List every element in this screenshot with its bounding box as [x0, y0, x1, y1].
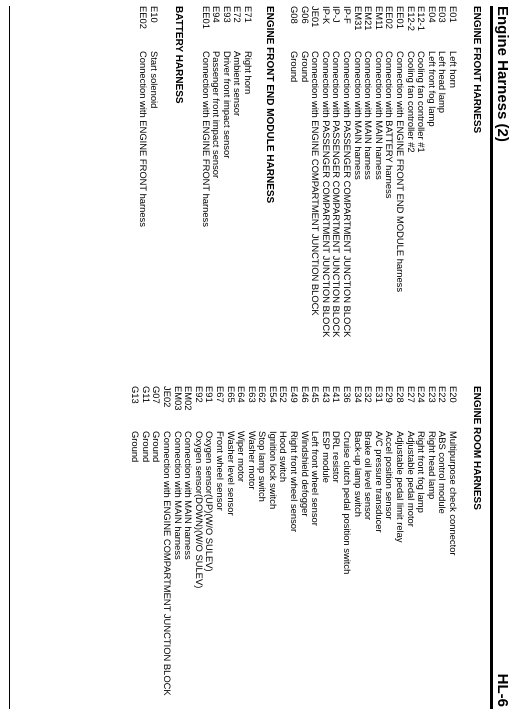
engine-front-harness-list: [289, 6, 459, 337]
connector-row: [320, 6, 331, 337]
connector-row: [257, 386, 268, 696]
connector-row: [193, 386, 204, 696]
connector-description: Connection with MAIN harness: [352, 51, 364, 180]
connector-code: IP-F: [342, 6, 354, 24]
page-number: HL-6: [494, 673, 511, 707]
connector-code: E64: [236, 386, 248, 403]
connector-description: Ground: [289, 51, 301, 83]
engine-front-end-module-harness-list: [200, 6, 253, 227]
connector-row: [447, 6, 458, 337]
connector-code: E72: [232, 6, 244, 23]
connector-code: EM11: [373, 6, 385, 30]
connector-description: A/C pressure transducer: [373, 431, 385, 533]
connector-code: JE01: [310, 6, 322, 28]
connector-row: [416, 6, 427, 337]
connector-description: Cooling fan controller #1: [416, 51, 428, 153]
connector-row: [394, 6, 405, 337]
connector-description: DRL resistor: [331, 431, 343, 483]
connector-description: Passenger front impact sensor: [211, 51, 223, 179]
connector-code: E22: [437, 386, 449, 403]
connector-code: E67: [214, 386, 226, 403]
connector-code: E63: [246, 386, 258, 403]
engine-room-harness-list: [130, 386, 458, 696]
connector-row: [426, 6, 437, 337]
connector-description: Right head lamp: [426, 431, 438, 500]
connector-code: E54: [267, 386, 279, 403]
connector-row: [373, 386, 384, 696]
connector-code: E29: [384, 386, 396, 403]
connector-code: E94: [211, 6, 223, 23]
connector-description: Connection with MAIN harness: [183, 431, 195, 560]
connector-row: [289, 6, 300, 337]
connector-description: Adjustable pedal limit relay: [395, 431, 407, 543]
connector-code: G07: [151, 386, 163, 404]
section-heading-engine-front-end-module-harness: ENGINE FRONT END MODULE HARNESS: [264, 6, 275, 204]
connector-row: [211, 6, 222, 227]
connector-description: Washer motor: [246, 431, 258, 490]
connector-description: Adjustable pedal motor: [405, 431, 417, 527]
connector-row: [140, 386, 151, 696]
connector-code: E45: [310, 386, 322, 403]
connector-row: [310, 386, 321, 696]
connector-code: IP-K: [320, 6, 332, 25]
connector-code: EE01: [395, 6, 407, 29]
connector-code: E03: [437, 6, 449, 23]
connector-description: Connection with MAIN harness: [363, 51, 375, 180]
page-title: Engine Harness (2): [494, 6, 511, 142]
connector-code: E46: [299, 386, 311, 403]
connector-row: [331, 6, 342, 337]
connector-code: E41: [331, 386, 343, 403]
connector-code: EE02: [138, 6, 150, 29]
connector-row: [232, 6, 243, 227]
connector-description: Left front wheel sensor: [310, 431, 322, 526]
connector-description: Left head lamp: [437, 51, 449, 114]
connector-description: Back-up lamp switch: [352, 431, 364, 517]
connector-description: Hood switch: [278, 431, 290, 483]
connector-row: [221, 6, 232, 227]
connector-row: [384, 386, 395, 696]
connector-description: Multipurpose check connector: [448, 431, 459, 556]
connector-code: G11: [140, 386, 152, 404]
connector-row: [299, 386, 310, 696]
connector-code: IP-J: [331, 6, 343, 23]
connector-row: [405, 6, 416, 337]
connector-code: E04: [426, 6, 438, 23]
connector-code: E43: [320, 386, 332, 403]
connector-description: Oxygen sensor(UP)(W/O SULEV): [204, 431, 216, 572]
connector-row: [363, 6, 374, 337]
connector-row: [331, 386, 342, 696]
connector-description: Connection with PASSENGER COMPARTMENT JUNCTION BLOCK: [320, 51, 332, 338]
connector-row: [363, 386, 374, 696]
connector-description: Connection with PASSENGER COMPARTMENT JUNCTION BLOCK: [331, 51, 343, 338]
connector-code: E34: [352, 386, 364, 403]
footer-rule: [9, 6, 10, 709]
connector-row: [236, 386, 247, 696]
connector-code: E52: [278, 386, 290, 403]
connector-description: Connection with MAIN harness: [373, 51, 385, 180]
connector-description: Right horn: [243, 51, 254, 95]
connector-description: Accel position sensor: [384, 431, 396, 520]
connector-row: [130, 386, 141, 696]
connector-description: Cruise clutch pedal position switch: [342, 431, 354, 575]
connector-row: [416, 386, 427, 696]
connector-description: Connection with ENGINE FRONT harness: [200, 51, 212, 227]
connector-description: Ground: [140, 431, 152, 463]
connector-description: ABS control module: [437, 431, 449, 514]
connector-row: [352, 6, 363, 337]
connector-description: Connection with ENGINE COMPARTMENT JUNCTION BLOCK: [161, 431, 173, 696]
connector-description: Ground: [130, 431, 142, 463]
connector-row: [138, 6, 149, 227]
connector-code: E65: [225, 386, 237, 403]
connector-code: E12-1: [416, 6, 428, 32]
connector-description: Ambient sensor: [232, 51, 244, 117]
connector-row: [267, 386, 278, 696]
connector-description: Front wheel sensor: [214, 431, 226, 511]
connector-code: E49: [289, 386, 301, 403]
connector-code: E12-2: [405, 6, 417, 32]
connector-row: [426, 386, 437, 696]
connector-description: Wiper motor: [236, 431, 248, 483]
connector-row: [373, 6, 384, 337]
connector-row: [161, 386, 172, 696]
connector-row: [299, 6, 310, 337]
header-rule: [490, 6, 493, 709]
connector-row: [225, 386, 236, 696]
connector-code: E28: [395, 386, 407, 403]
connector-row: [278, 386, 289, 696]
section-heading-engine-front-harness: ENGINE FRONT HARNESS: [471, 6, 482, 134]
connector-description: Driver front impact sensor: [221, 51, 233, 159]
connector-row: [447, 386, 458, 696]
connector-description: ESP module: [320, 431, 332, 483]
connector-code: E32: [363, 386, 375, 403]
connector-row: [214, 386, 225, 696]
connector-description: Washer level sensor: [225, 431, 237, 516]
connector-code: EM02: [183, 386, 195, 411]
connector-row: [394, 386, 405, 696]
connector-code: E36: [342, 386, 354, 403]
connector-code: E24: [416, 386, 428, 403]
connector-code: G08: [289, 6, 301, 24]
connector-row: [289, 386, 300, 696]
connector-code: EE02: [384, 6, 396, 29]
connector-description: Connection with ENGINE COMPARTMENT JUNCTION BLOCK: [310, 51, 322, 316]
connector-row: [352, 386, 363, 696]
connector-description: Left horn: [448, 51, 459, 89]
connector-code: JE02: [161, 386, 173, 408]
connector-description: Left front fog lamp: [426, 51, 438, 127]
connector-code: E27: [405, 386, 417, 403]
connector-row: [183, 386, 194, 696]
connector-code: E71: [243, 6, 254, 23]
section-heading-battery-harness: BATTERY HARNESS: [173, 6, 184, 104]
connector-row: [204, 386, 215, 696]
connector-description: Ignition lock switch: [267, 431, 279, 510]
connector-code: E23: [426, 386, 438, 403]
connector-row: [405, 386, 416, 696]
connector-code: E91: [204, 386, 216, 403]
connector-description: Windshield defogger: [299, 431, 311, 517]
connector-code: E31: [373, 386, 385, 403]
connector-description: Start solenoid: [149, 51, 160, 109]
connector-row: [151, 386, 162, 696]
connector-code: E01: [448, 6, 459, 23]
connector-description: Brake oil level sensor: [363, 431, 375, 521]
connector-code: EM31: [352, 6, 364, 31]
connector-row: [246, 386, 257, 696]
connector-description: Connection with ENGINE FRONT END MODULE harness: [395, 51, 407, 293]
section-heading-engine-room-harness: ENGINE ROOM HARNESS: [471, 386, 482, 510]
connector-description: Oxygen sensor(DOWN)(W/O SULEV): [193, 431, 205, 589]
connector-description: Right front wheel sensor: [289, 431, 301, 533]
connector-row: [384, 6, 395, 337]
connector-row: [148, 6, 159, 227]
connector-code: EM21: [363, 6, 375, 31]
connector-description: Connection with MAIN harness: [172, 431, 184, 560]
connector-description: Ground: [151, 431, 163, 463]
connector-row: [341, 386, 352, 696]
connector-code: EM03: [172, 386, 184, 411]
connector-row: [320, 386, 331, 696]
connector-description: Connection with PASSENGER COMPARTMENT JUNCTION BLOCK: [342, 51, 354, 338]
connector-row: [341, 6, 352, 337]
connector-code: G13: [130, 386, 142, 404]
connector-code: E92: [193, 386, 205, 403]
connector-code: E93: [221, 6, 233, 23]
connector-code: G06: [299, 6, 311, 24]
connector-description: Cooling fan controller #2: [405, 51, 417, 153]
connector-row: [437, 6, 448, 337]
connector-code: E62: [257, 386, 269, 403]
connector-description: Ground: [299, 51, 311, 83]
battery-harness-list: [138, 6, 159, 227]
connector-description: Connection with BATTERY harness: [384, 51, 396, 199]
connector-code: EE01: [200, 6, 212, 29]
connector-code: E10: [149, 6, 160, 23]
connector-description: Stop lamp switch: [257, 431, 269, 502]
connector-row: [437, 386, 448, 696]
connector-row: [172, 386, 183, 696]
connector-row: [200, 6, 211, 227]
connector-row: [242, 6, 253, 227]
connector-description: Right front fog lamp: [416, 431, 428, 513]
connector-description: Connection with ENGINE FRONT harness: [138, 51, 150, 227]
connector-code: E20: [448, 386, 459, 403]
connector-row: [310, 6, 321, 337]
